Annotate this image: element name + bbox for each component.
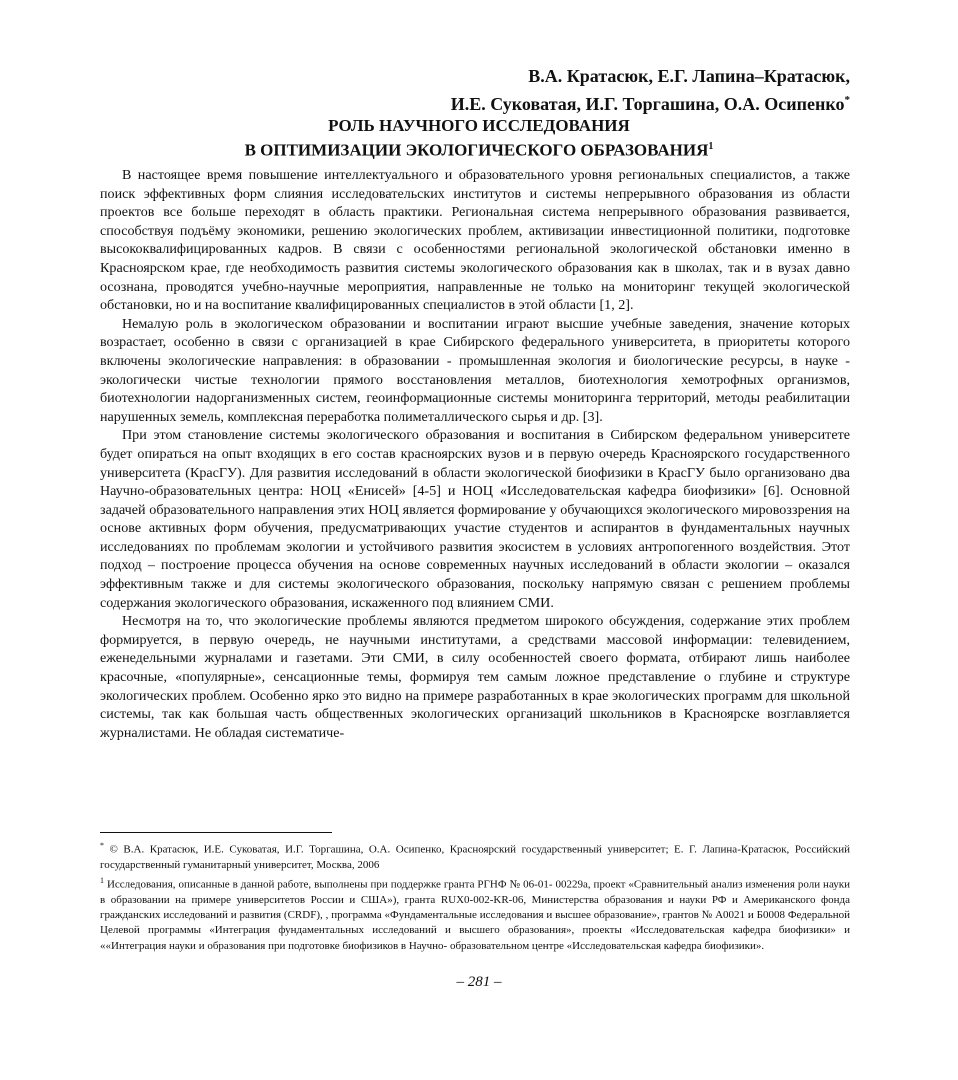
authors-line-1: В.А. Кратасюк, Е.Г. Лапина–Кратасюк, [528, 66, 850, 86]
author-list [300, 64, 850, 116]
footnote-authors-mark: * [100, 841, 104, 850]
footnote-grants [100, 873, 850, 954]
title-line-2 [100, 136, 858, 161]
authors-line-2-text: И.Е. Суковатая, И.Г. Торгашина, О.А. Осипенко [450, 94, 845, 114]
authors-footnote-mark: * [844, 94, 850, 106]
body-paragraph-1: В настоящее время повышение интеллектуального и образовательного уровня региональных специалистов, а также поиск эффективных форм слияния исследовательских институтов и системы непрерывного образования из области проектов все больше переходят в область практики. Региональная система непрерывного образования развивается, способствуя подъёму экономики, решению экологических проблем, активизации инвестиционной политики, подготовке высококвалифицированных кадров. В связи с особенностями региональной экологической обстановки именно в Красноярском крае, где необходимость развития системы экологического образования как в школах, так и в вузах давно осознана, проводятся учебно-научные мероприятия, направленные не только на мониторинг текущей экологической обстановки, но и на воспитание квалифицированных специалистов в этой области [1, 2]. [100, 167, 850, 314]
footnote-authors-text: © В.А. Кратасюк, И.Е. Суковатая, И.Г. Торгашина, О.А. Осипенко, Красноярский государственный университет; Е. Г. Лапина-Кратасюк, Российский государственный гуманитарный университет, Москва, 2006 [100, 843, 850, 871]
authors-line-2 [300, 88, 850, 116]
title-footnote-mark: 1 [708, 141, 714, 152]
article-title [100, 115, 858, 161]
footnote-grants-text: Исследования, описанные в данной работе, выполнены при поддержке гранта РГНФ № 06-01- 00229а, проект «Сравнительный анализ изменения роли науки в образовании на примере университетов России и США»), гранта RUX0-002-KR-06, Министерства образования и науки РФ и Американского фонда гражданских исследований и развития (CRDF), , программа «Фундаментальные исследования и высшее образование», грантов № А0021 и Б0008 Федеральной Целевой программы «Интеграция фундаментальных исследований и высшего образования», проекты «Исследовательская кафедра биофизики» и ««Интеграция науки и образования при подготовке биофизиков в Научно- образовательном центре «Исследовательская кафедра биофизики». [100, 878, 850, 952]
body-paragraph-2: Немалую роль в экологическом образовании и воспитании играют высшие учебные заведения, значение которых возрастает, особенно в связи с организацией в крае Сибирского федерального университета, в приоритеты которого включены экологические направления: в образовании - промышленная экология и биологические ресурсы, в науке - экологически чистые технологии прямого восстановления металлов, биотехнология хемотрофных организмов, биотехнологии надорганизменных систем, геоинформационные системы мониторинга территорий, методы реабилитации нарушенных земель, комплексная переработка полиметаллического сырья и др. [3]. [100, 315, 850, 425]
footnote-grants-mark: 1 [100, 876, 104, 886]
page-number: – 281 – [456, 974, 502, 990]
footnote-authors [100, 838, 850, 873]
title-line-1: РОЛЬ НАУЧНОГО ИССЛЕДОВАНИЯ [328, 116, 630, 135]
article-body [100, 166, 850, 742]
footnotes [100, 838, 850, 954]
footnote-divider [100, 832, 332, 833]
body-paragraph-4: Несмотря на то, что экологические проблемы являются предметом широкого обсуждения, содержание этих проблем формируется, в первую очередь, не научными институтами, а средствами массовой информации: телевидением, еженедельными журналами и газетами. Эти СМИ, в силу особенностей своего формата, отбирают лишь наиболее красочные, «популярные», сенсационные темы, формируя тем самым ложное представление о глубине и структуре экологических проблем. Особенно ярко это видно на примере разработанных в крае экологических программ для школьной системы, так как большая часть общественных экологических организаций школьников в Красноярске возглавляется журналистами. Не обладая систематиче- [100, 613, 850, 741]
title-line-2-text: В ОПТИМИЗАЦИИ ЭКОЛОГИЧЕСКОГО ОБРАЗОВАНИЯ [244, 140, 709, 160]
body-paragraph-3: При этом становление системы экологического образования и воспитания в Сибирском федеральном университете будет опираться на опыт входящих в его состав красноярских вузов и в первую очередь Красноярского государственного университета (КрасГУ). Для развития исследований в области экологической биофизики в КрасГУ было организовано два Научно-образовательных центра: НОЦ «Енисей» [4-5] и НОЦ «Исследовательская кафедра биофизики» [6]. Основной задачей образовательного направления этих НОЦ является формирование у обучающихся экологического мировоззрения на основе активных форм обучения, предусматривающих участие студентов и аспирантов в фундаментальных научных исследованиях по проблемам экологии и устойчивого развития экосистем в условиях антропогенного воздействия. Этот подход – построение процесса обучения на основе современных научных исследований в области экологии – оказался эффективным также и для системы экологического образования, поскольку напрямую связан с решением проблемы содержания экологического образования, искаженного под влиянием СМИ. [100, 427, 850, 611]
